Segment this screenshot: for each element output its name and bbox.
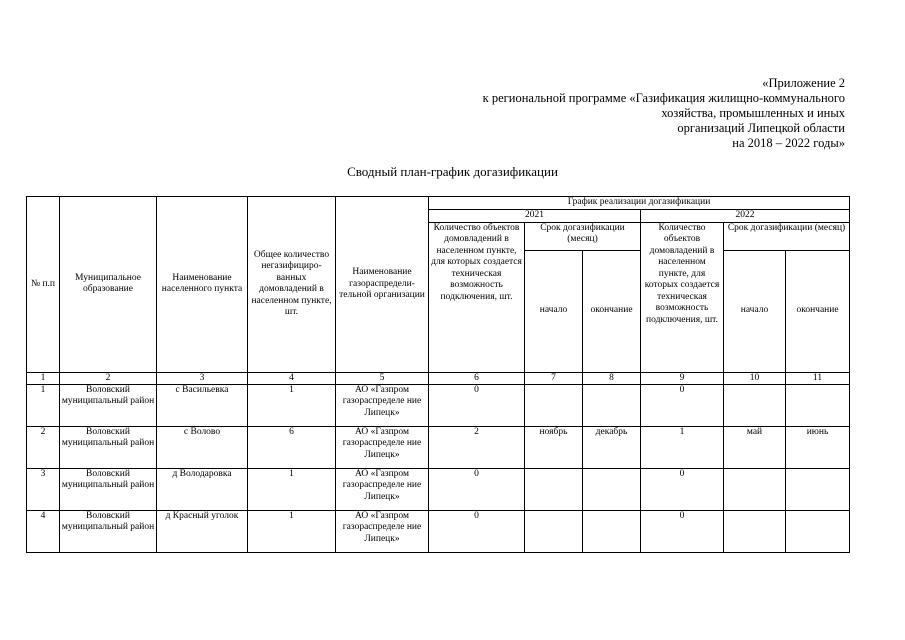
cell-count-2022: 0 [641, 384, 724, 426]
cell-start-2022: май [724, 426, 786, 468]
cell-start-2022 [724, 384, 786, 426]
cell-municipality: Воловский муниципальный район [60, 384, 157, 426]
cell-start-2021 [525, 384, 583, 426]
cell-end-2022 [786, 510, 850, 552]
cell-count-2021: 2 [429, 426, 525, 468]
header-count-2021: Количество объектов домовладений в населенном пункте, для которых создается техническая возможность подключения, шт. [429, 222, 525, 372]
appendix-line: на 2018 – 2022 годы» [732, 136, 845, 150]
column-number: 11 [786, 372, 850, 384]
cell-start-2022 [724, 468, 786, 510]
cell-total: 1 [248, 384, 336, 426]
cell-end-2022: июнь [786, 426, 850, 468]
column-number: 10 [724, 372, 786, 384]
cell-start-2021 [525, 510, 583, 552]
column-number: 8 [583, 372, 641, 384]
column-number: 2 [60, 372, 157, 384]
cell-num: 3 [27, 468, 60, 510]
header-schedule: График реализации догазификации [429, 197, 850, 210]
cell-municipality: Воловский муниципальный район [60, 426, 157, 468]
cell-gdo: АО «Газпром газораспределе ние Липецк» [336, 510, 429, 552]
table-row [27, 426, 850, 468]
cell-end-2021 [583, 384, 641, 426]
header-count-2022: Количество объектов домовладений в населенном пункте, для которых создается техническая возможность подключения, шт. [641, 222, 724, 372]
column-number: 5 [336, 372, 429, 384]
cell-count-2021: 0 [429, 384, 525, 426]
appendix-line: к региональной программе «Газификация жилищно-коммунального [482, 91, 845, 105]
appendix-line: организаций Липецкой области [677, 121, 845, 135]
cell-total: 6 [248, 426, 336, 468]
cell-end-2022 [786, 384, 850, 426]
cell-total: 1 [248, 510, 336, 552]
header-start-2022: начало [724, 250, 786, 372]
cell-count-2022: 1 [641, 426, 724, 468]
column-number: 6 [429, 372, 525, 384]
appendix-line: «Приложение 2 [762, 76, 845, 90]
cell-gdo: АО «Газпром газораспределе ние Липецк» [336, 468, 429, 510]
cell-num: 2 [27, 426, 60, 468]
cell-municipality: Воловский муниципальный район [60, 468, 157, 510]
appendix-line: хозяйства, промышленных и иных [661, 106, 845, 120]
cell-total: 1 [248, 468, 336, 510]
cell-num: 1 [27, 384, 60, 426]
header-term-2021: Срок догазификации (месяц) [525, 222, 641, 250]
cell-end-2021 [583, 468, 641, 510]
header-year-2022: 2022 [641, 209, 850, 222]
cell-start-2022 [724, 510, 786, 552]
cell-gdo: АО «Газпром газораспределе ние Липецк» [336, 384, 429, 426]
cell-start-2021: ноябрь [525, 426, 583, 468]
header-end-2022: окончание [786, 250, 850, 372]
cell-count-2022: 0 [641, 510, 724, 552]
cell-count-2022: 0 [641, 468, 724, 510]
cell-count-2021: 0 [429, 510, 525, 552]
cell-municipality: Воловский муниципальный район [60, 510, 157, 552]
column-number: 4 [248, 372, 336, 384]
cell-end-2022 [786, 468, 850, 510]
cell-start-2021 [525, 468, 583, 510]
cell-settlement: с Васильевка [157, 384, 248, 426]
table-row [27, 510, 850, 552]
header-num: № п.п [27, 197, 60, 373]
column-number: 7 [525, 372, 583, 384]
cell-end-2021 [583, 510, 641, 552]
appendix-header [325, 76, 845, 151]
cell-settlement: д Красный уголок [157, 510, 248, 552]
header-settlement: Наименование населенного пункта [157, 197, 248, 373]
schedule-table [26, 196, 850, 553]
header-gdo: Наименование газораспредели-тельной организации [336, 197, 429, 373]
cell-settlement: с Волово [157, 426, 248, 468]
column-number: 1 [27, 372, 60, 384]
header-total: Общее количество негазифициро-ванных домовладений в населенном пункте, шт. [248, 197, 336, 373]
document-title: Сводный план-график догазификации [347, 164, 558, 179]
header-start-2021: начало [525, 250, 583, 372]
table-row [27, 384, 850, 426]
cell-num: 4 [27, 510, 60, 552]
cell-end-2021: декабрь [583, 426, 641, 468]
table-row [27, 468, 850, 510]
cell-count-2021: 0 [429, 468, 525, 510]
column-number: 3 [157, 372, 248, 384]
cell-settlement: д Володаровка [157, 468, 248, 510]
header-end-2021: окончание [583, 250, 641, 372]
header-municipality: Муниципальное образование [60, 197, 157, 373]
header-year-2021: 2021 [429, 209, 641, 222]
column-number: 9 [641, 372, 724, 384]
header-term-2022: Срок догазификации (месяц) [724, 222, 850, 250]
cell-gdo: АО «Газпром газораспределе ние Липецк» [336, 426, 429, 468]
